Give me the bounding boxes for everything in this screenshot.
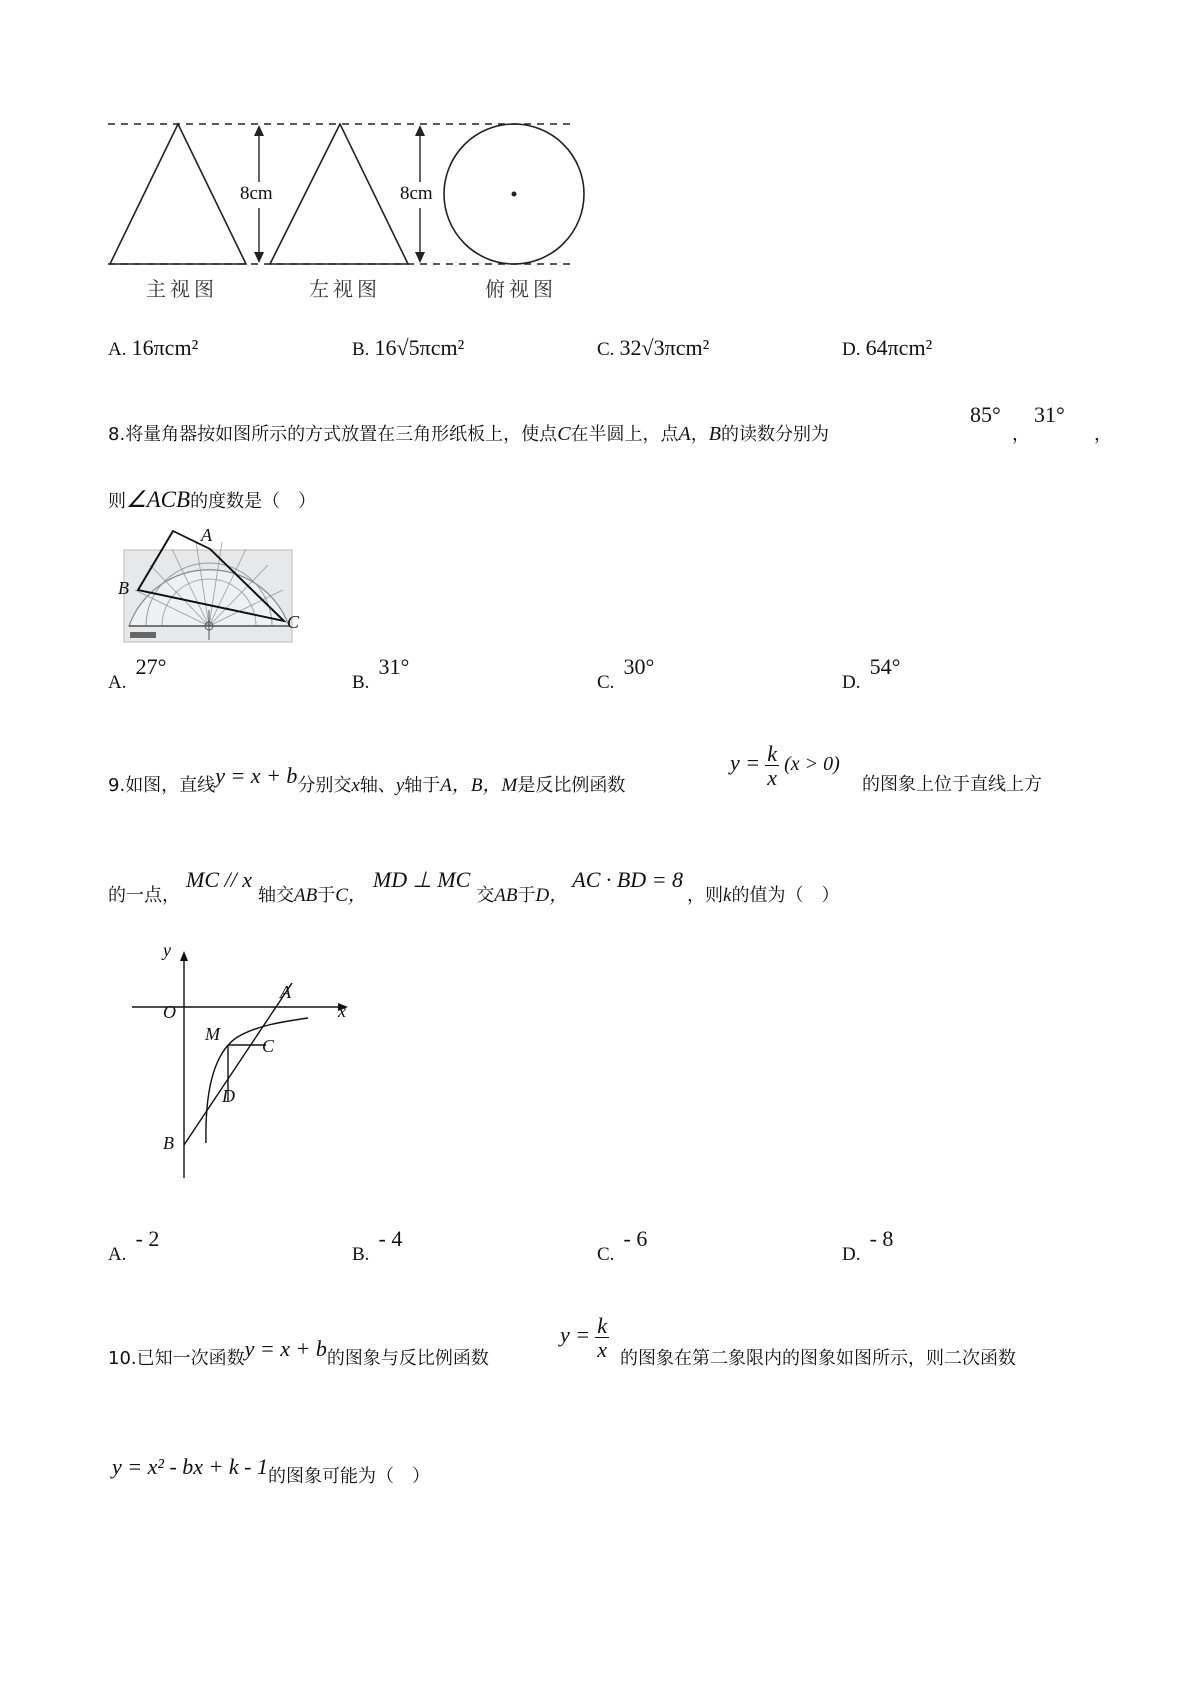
q9-stem-line2: 的一点，MC // x轴交AB于C，MD ⊥ MC交AB于D，AC · BD = 8，则k的值为（ ） bbox=[108, 867, 840, 906]
q9-label-b: B bbox=[163, 1133, 174, 1153]
q10-stem-line2: y = x² - bx + k - 1的图象可能为（ ） bbox=[112, 1454, 430, 1487]
caption-side-view: 左视图 bbox=[309, 277, 381, 301]
q8-option-a[interactable]: A. 27° bbox=[108, 654, 167, 693]
q8-comma-end: ， bbox=[1094, 424, 1112, 445]
q9-label-x: x bbox=[338, 1001, 346, 1021]
q8-reading-b: 31° bbox=[1034, 402, 1065, 427]
q9-label-d: D bbox=[222, 1086, 235, 1106]
q9-stem-line1: 9.如图，直线y = x + b分别交x轴、y轴于A，B，M是反比例函数 bbox=[108, 763, 626, 796]
protractor-label-b: B bbox=[118, 578, 129, 598]
protractor-label-c: C bbox=[287, 612, 300, 632]
q8-option-d[interactable]: D. 54° bbox=[842, 654, 901, 693]
q10-inverse-function: y = $\frac{k}{x}$ bbox=[560, 1313, 607, 1363]
q9-label-m: M bbox=[205, 1024, 220, 1044]
q10-stem-line1-end: 的图象在第二象限内的图象如图所示，则二次函数 bbox=[620, 1348, 1016, 1369]
q8-reading-a: 85° bbox=[970, 402, 1001, 427]
q9-option-b[interactable]: B. - 4 bbox=[352, 1226, 403, 1265]
q9-option-d[interactable]: D. - 8 bbox=[842, 1226, 894, 1265]
q9-label-y: y bbox=[163, 940, 171, 960]
protractor-label-a: A bbox=[201, 525, 212, 545]
q9-option-c[interactable]: C. - 6 bbox=[597, 1226, 648, 1265]
q7-option-a[interactable]: A. 16πcm² bbox=[108, 335, 199, 360]
q8-option-c[interactable]: C. 30° bbox=[597, 654, 655, 693]
q7-option-b[interactable]: B. 16√5πcm² bbox=[352, 335, 465, 360]
caption-top-view: 俯视图 bbox=[485, 277, 557, 301]
q8-stem-line1: 8.将量角器按如图所示的方式放置在三角形纸板上，使点C在半圆上，点A，B的读数分别为 bbox=[108, 423, 829, 445]
q8-comma: ， bbox=[1012, 424, 1030, 445]
q9-label-c: C bbox=[262, 1036, 275, 1056]
q10-stem-line1: 10.已知一次函数y = x + b的图象与反比例函数 bbox=[108, 1336, 489, 1369]
dimension-label-right: 8cm bbox=[400, 183, 433, 204]
q9-stem-line1-end: 的图象上位于直线上方 bbox=[862, 774, 1042, 795]
dimension-label-left: 8cm bbox=[240, 183, 273, 204]
q9-label-a: A bbox=[280, 982, 291, 1002]
q7-option-c[interactable]: C. 32√3πcm² bbox=[597, 335, 710, 360]
caption-front-view: 主视图 bbox=[146, 277, 218, 301]
q9-inverse-function: y = $\frac{k}{x}$ (x > 0) bbox=[730, 741, 840, 791]
q9-option-a[interactable]: A. - 2 bbox=[108, 1226, 160, 1265]
q9-label-o: O bbox=[163, 1002, 176, 1022]
q7-option-d[interactable]: D. 64πcm² bbox=[842, 335, 933, 360]
q8-stem-line2: 则∠ACB的度数是（ ） bbox=[108, 487, 317, 512]
q8-option-b[interactable]: B. 31° bbox=[352, 654, 410, 693]
